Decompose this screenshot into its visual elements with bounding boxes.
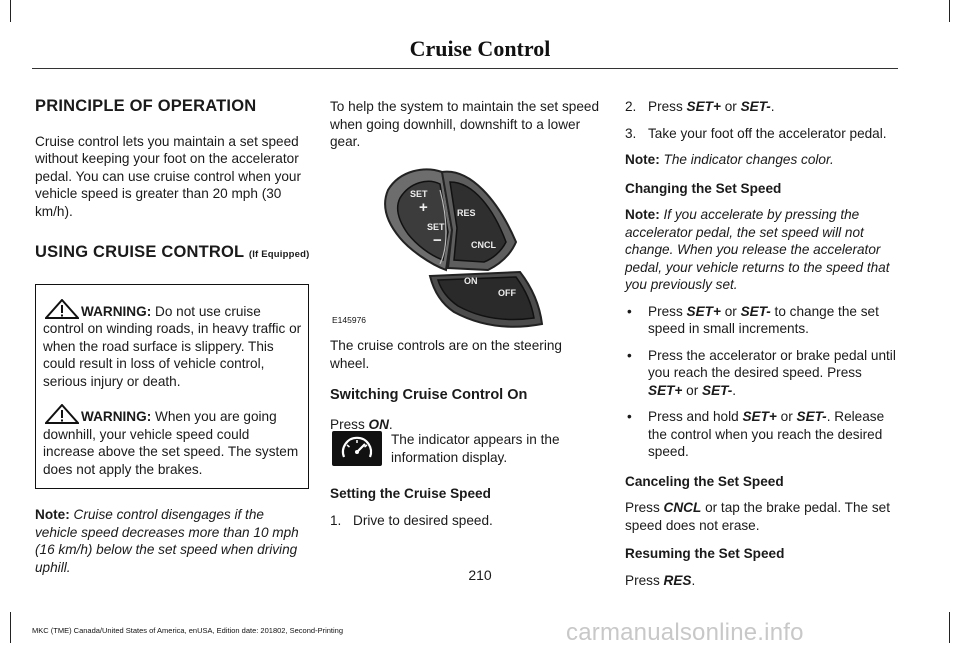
heading-resuming: Resuming the Set Speed	[625, 546, 785, 561]
footer-edition: MKC (TME) Canada/United States of America, enUSA, Edition date: 201802, Second-Printing	[32, 626, 343, 635]
controls-location-text: The cruise controls are on the steering wheel.	[330, 338, 562, 371]
heading-canceling: Canceling the Set Speed	[625, 473, 784, 489]
right-column	[625, 98, 900, 589]
if-equipped: (If Equipped)	[248, 249, 310, 260]
middle-column-lower	[330, 337, 605, 433]
warning-triangle-icon	[45, 299, 79, 319]
setting-steps-cont	[625, 98, 900, 142]
page-number: 210	[468, 567, 492, 583]
on-off-inner	[438, 277, 534, 320]
crop-mark	[949, 0, 950, 22]
page-title: Cruise Control	[409, 36, 551, 61]
label-set-bottom: SET	[427, 222, 445, 232]
cruise-indicator-icon	[332, 431, 382, 466]
warning-box	[35, 284, 309, 490]
heading-principle: PRINCIPLE OF OPERATION	[35, 97, 257, 115]
middle-column-bottom	[330, 485, 605, 538]
label-minus: −	[433, 232, 442, 249]
warning-1: WARNING: Do not use cruise control on winding roads, in heavy traffic or when the road surface is slippery. This could result in loss of vehicle control, serious injury or death.	[43, 299, 302, 391]
note-accelerate: Note: If you accelerate by pressing the accelerator pedal, the set speed will not change. When you release the accelerator pedal, your vehicle returns to the speed that you previously set.	[625, 207, 890, 292]
label-on: ON	[464, 276, 478, 286]
step-1: 1. Drive to desired speed.	[330, 512, 493, 528]
indicator-text: The indicator appears in the information display.	[391, 432, 560, 465]
heading-setting: Setting the Cruise Speed	[330, 486, 491, 501]
principle-text: Cruise control lets you maintain a set speed without keeping your foot on the accelerator pedal. You can use cruise control when your vehicle speed is greater than 20 mph (30 km/h).	[35, 133, 302, 219]
label-set-top: SET	[410, 189, 428, 199]
figure-code: E145976	[332, 315, 367, 325]
canceling-text: Press CNCL or tap the brake pedal. The set speed does not erase.	[625, 500, 890, 533]
heading-changing: Changing the Set Speed	[625, 180, 782, 196]
resuming-text: Press RES.	[625, 572, 696, 588]
label-res: RES	[457, 208, 476, 218]
middle-column	[330, 98, 605, 151]
bullet-item: • Press the accelerator or brake pedal until you reach the desired speed. Press SET+ or SET-.	[627, 347, 896, 398]
warning-triangle-icon	[45, 404, 79, 424]
left-column	[35, 98, 310, 576]
label-cncl: CNCL	[471, 240, 496, 250]
speedometer-icon	[332, 431, 382, 466]
bullet-item: • Press SET+ or SET- to change the set speed in small increments.	[627, 303, 879, 336]
press-on-text: Press ON.	[330, 416, 393, 432]
warning-2: WARNING: When you are going downhill, your vehicle speed could increase above the set speed. The system does not apply the brakes.	[43, 404, 302, 478]
indicator-text-block	[391, 431, 581, 466]
label-plus: +	[419, 199, 428, 216]
heading-using: USING CRUISE CONTROL (If Equipped)	[35, 243, 310, 261]
changing-bullets	[625, 303, 900, 461]
crop-mark	[10, 0, 11, 22]
watermark: carmanualsonline.info	[566, 619, 804, 646]
note-indicator-color: Note: The indicator changes color.	[625, 152, 834, 167]
crop-mark	[949, 612, 950, 643]
header-rule	[32, 68, 898, 69]
left-note: Note: Cruise control disengages if the vehicle speed decreases more than 10 mph (16 km/h) below the set speed when driving uphill.	[35, 507, 299, 575]
cruise-control-switch-figure	[330, 160, 605, 330]
step-2: 2. Press SET+ or SET-.	[625, 99, 775, 114]
heading-switching: Switching Cruise Control On	[330, 387, 528, 403]
downhill-text: To help the system to maintain the set speed when going downhill, downshift to a lower gear.	[330, 99, 600, 149]
label-off: OFF	[498, 288, 516, 298]
crop-mark	[10, 612, 11, 643]
setting-steps	[330, 512, 605, 530]
bullet-item: • Press and hold SET+ or SET-. Release the control when you reach the desired speed.	[627, 409, 885, 459]
step-3: 3. Take your foot off the accelerator pedal.	[625, 125, 887, 141]
